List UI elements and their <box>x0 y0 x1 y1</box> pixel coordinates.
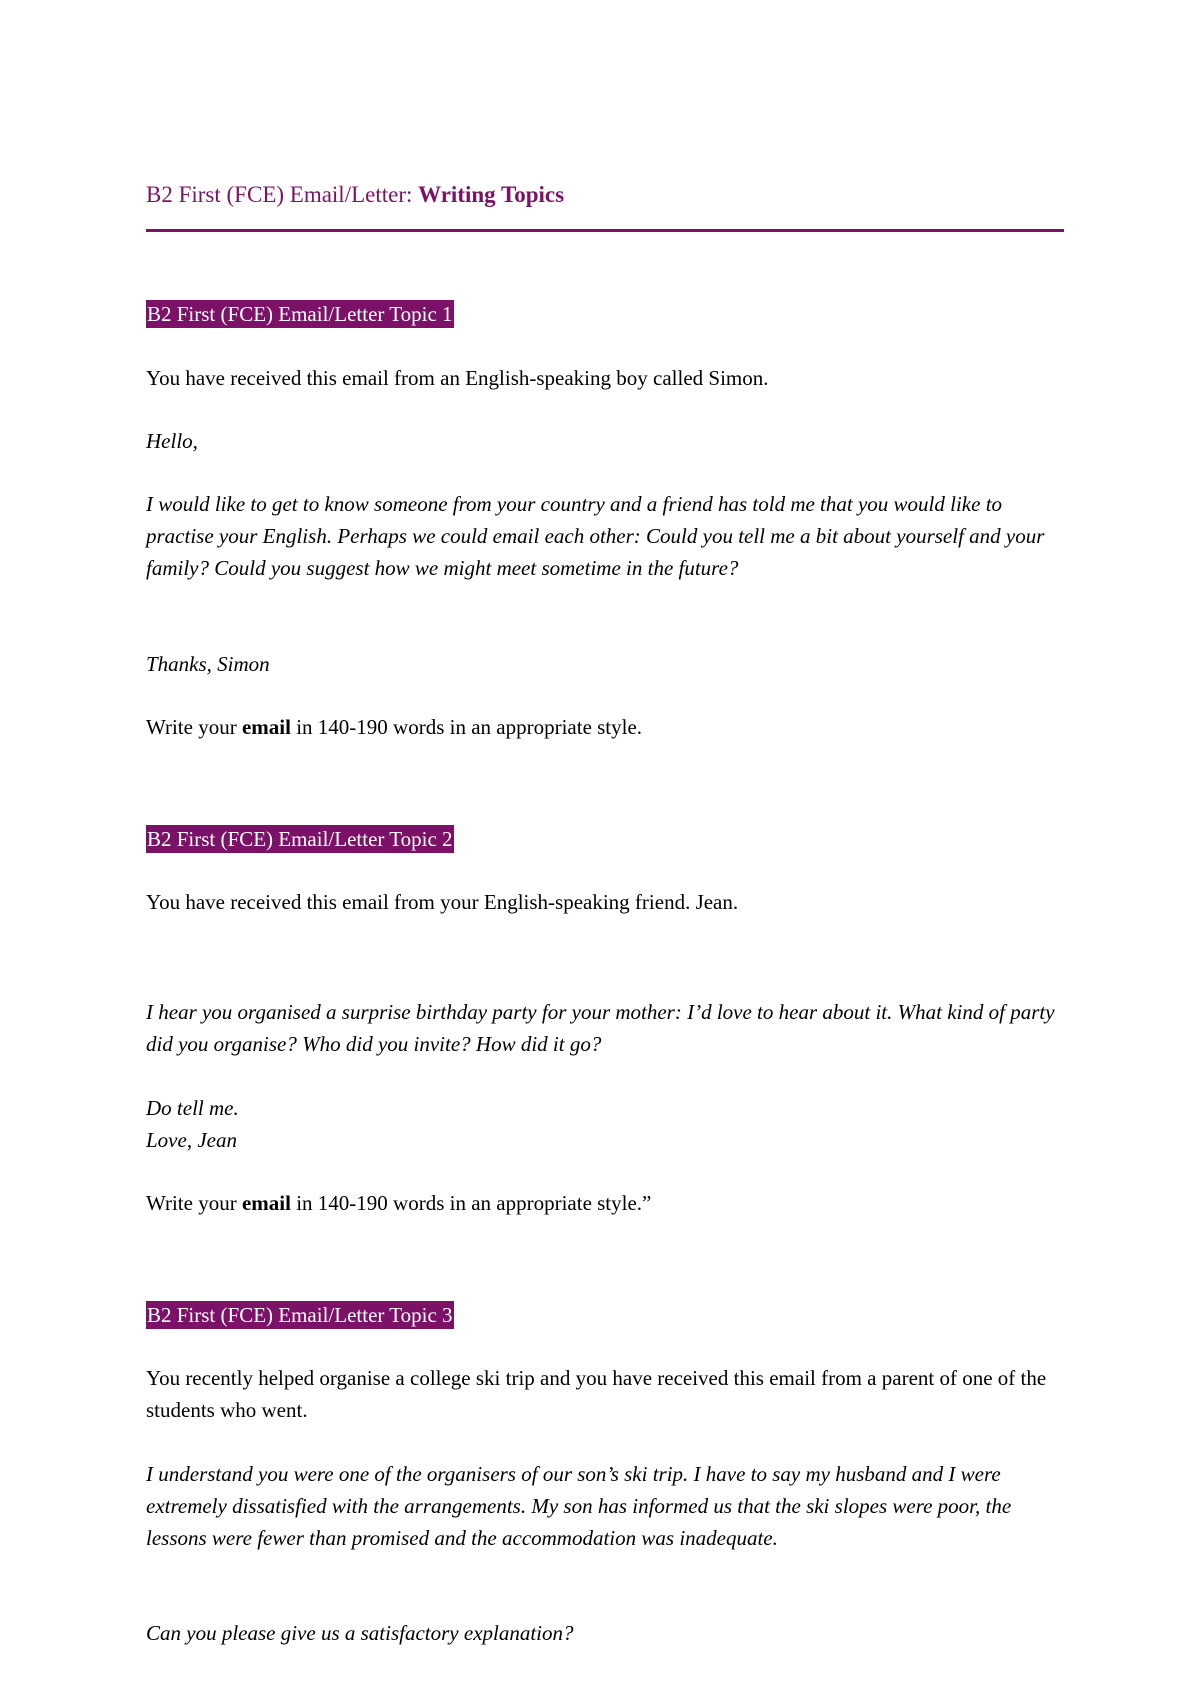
document-title <box>146 182 564 208</box>
topic-2-body: I hear you organised a surprise birthday party for your mother: I’d love to hear about it. What kind of party did you organise? Who did you invite? How did it go? <box>146 1000 1055 1056</box>
topic-2-closing-line-2: Love, Jean <box>146 1128 237 1152</box>
topic-1-body: I would like to get to know someone from your country and a friend has told me that you would like to practise your English. Perhaps we could email each other: Could you tell me a bit about yourself and your family? Could you suggest how we might meet sometime in the future? <box>146 492 1045 580</box>
topic-2-instruction <box>146 1187 1064 1219</box>
topic-1-heading: B2 First (FCE) Email/Letter Topic 1 <box>147 302 453 326</box>
topic-1-signoff: Thanks, Simon <box>146 652 270 676</box>
topic-2-heading: B2 First (FCE) Email/Letter Topic 2 <box>147 827 453 851</box>
title-divider <box>146 229 1064 232</box>
topic-1-instruction <box>146 711 1064 743</box>
topic-2-instruction-bold: email <box>241 1191 291 1215</box>
topic-2-intro: You have received this email from your English-speaking friend. Jean. <box>146 890 739 914</box>
topic-1-greeting: Hello, <box>146 429 198 453</box>
document-title-bold: Writing Topics <box>418 182 565 207</box>
topic-2-instruction-start: Write your <box>146 1191 242 1215</box>
topic-1-instruction-end: in 140-190 words in an appropriate style. <box>290 715 643 739</box>
document-title-prefix: B2 First (FCE) Email/Letter: <box>146 182 419 207</box>
topic-1-instruction-bold: email <box>241 715 291 739</box>
topic-2-instruction-end: in 140-190 words in an appropriate style.” <box>290 1191 652 1215</box>
topic-3-heading: B2 First (FCE) Email/Letter Topic 3 <box>147 1303 453 1327</box>
topic-1-intro: You have received this email from an English-speaking boy called Simon. <box>146 366 769 390</box>
topic-3-question: Can you please give us a satisfactory explanation? <box>146 1621 574 1645</box>
topic-3-body: I understand you were one of the organisers of our son’s ski trip. I have to say my husband and I were extremely dissatisfied with the arrangements. My son has informed us that the ski slopes were poor, the lessons were fewer than promised and the accommodation was inadequate. <box>146 1462 1012 1550</box>
topic-2-closing-line-1: Do tell me. <box>146 1096 239 1120</box>
topic-1-instruction-start: Write your <box>146 715 242 739</box>
topic-3-intro: You recently helped organise a college ski trip and you have received this email from a parent of one of the students who went. <box>146 1366 1047 1422</box>
